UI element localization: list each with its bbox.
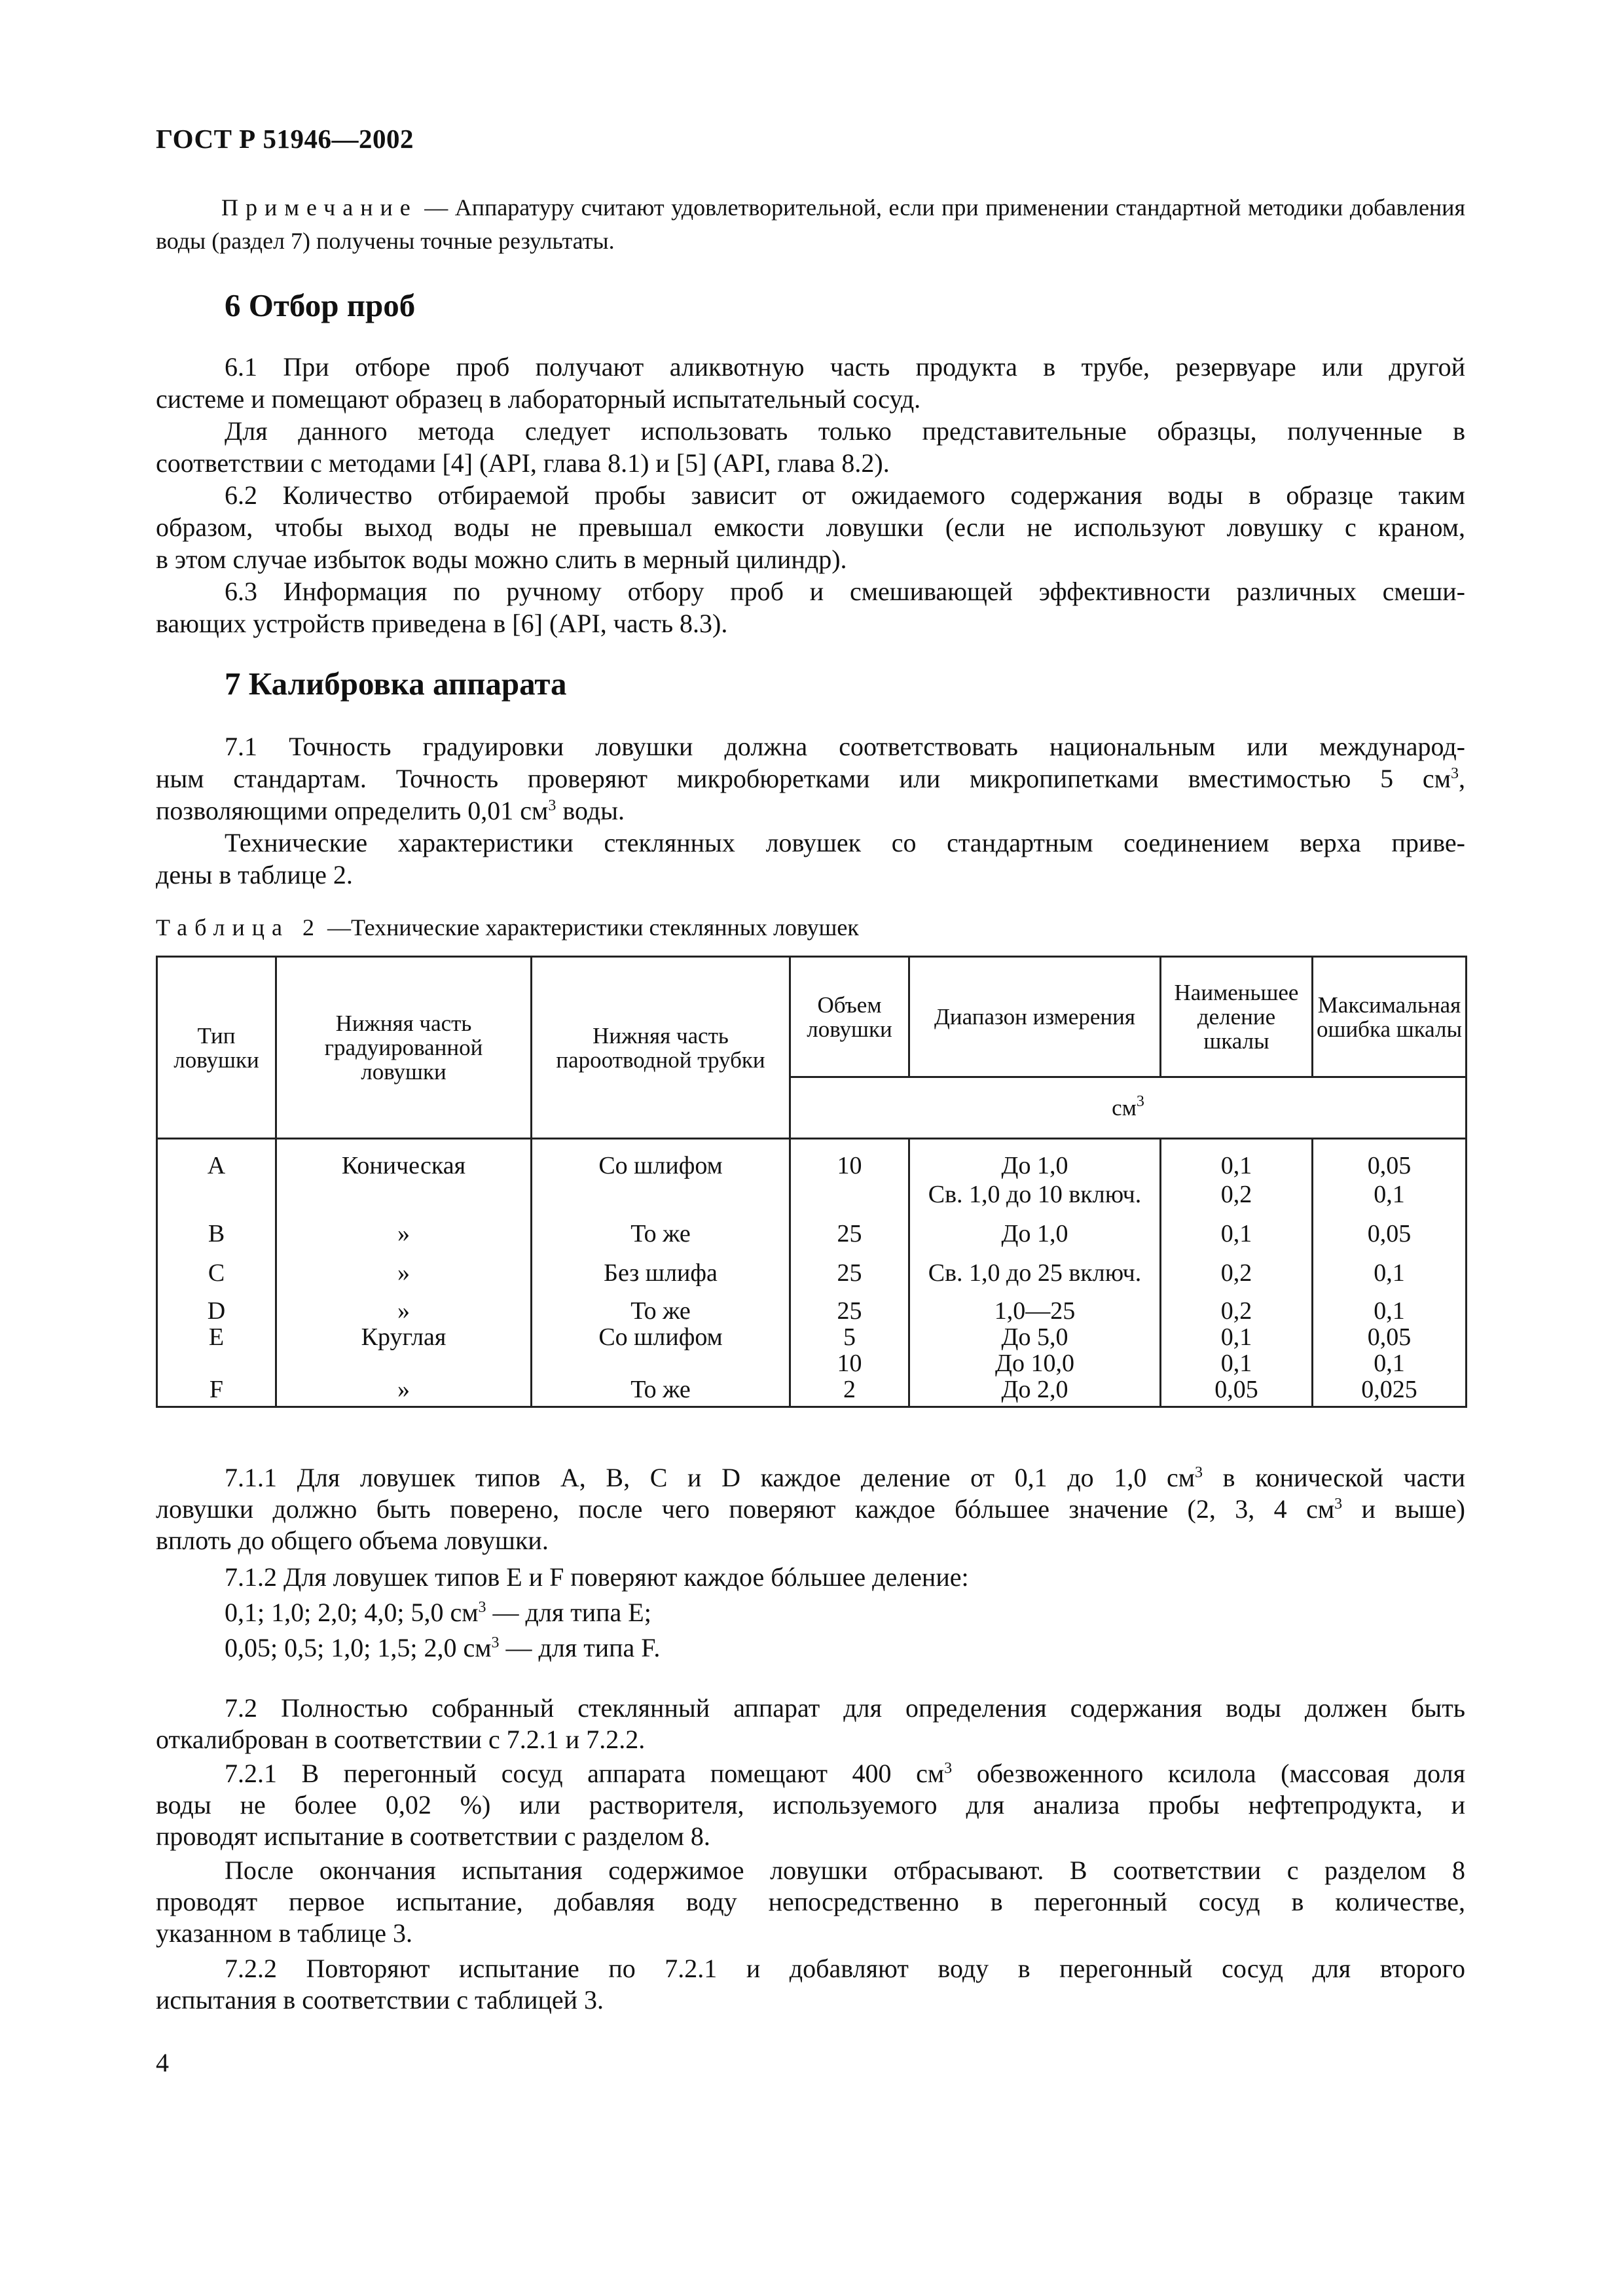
header-division: Наименьшее деление шкалы	[1161, 957, 1313, 1077]
paragraph-7-1-2: 7.1.2 Для ловушек типов Е и F поверяют каждое бóльшее деление: 0,1; 1,0; 2,0; 4,0; 5,0 $см^3$ — для типа Е; 0,05; 0,5; 1,0; 1,5; 2,0 $см^3$ — для типа F.	[225, 1562, 969, 1662]
page-number: 4	[156, 2048, 169, 2077]
note-label: Примечание	[221, 194, 418, 221]
header-lower-tube: Нижняя часть пароотводной трубки	[532, 957, 790, 1139]
table-row: B » То же 25 До 1,0 0,1 0,05	[157, 1219, 1467, 1259]
table-row: Св. 1,0 до 10 включ. 0,2 0,1	[157, 1180, 1467, 1219]
table-2-caption: Таблица 2 —Технические характеристики стеклянных ловушек	[156, 914, 859, 941]
header-trap-type: Тип ловушки	[157, 957, 276, 1139]
header-error: Максимальная ошибка шкалы	[1313, 957, 1467, 1077]
section-7-title: 7 Калибровка аппарата	[225, 666, 567, 702]
paragraph-7-2: 7.2 Полностью собранный стеклянный аппарат для определения содержания воды должен быть откалиброван в соответствии с 7.2.1 и 7.2.2.	[156, 1693, 1465, 1754]
table-2	[156, 956, 1467, 1408]
document-header: ГОСТ Р 51946—2002	[156, 124, 414, 154]
paragraph-7-2-1: 7.2.1 В перегонный сосуд аппарата помещают 400 $см^3$ обезвоженного ксилола (массовая доля воды не более 0,02 %) или растворителя, используемого для анализа пробы нефтепродукта, и проводят испытание в соответствии с разделом 8.	[156, 1759, 1466, 1851]
table-row: A Коническая Со шлифом 10 До 1,0 0,1 0,05	[157, 1139, 1467, 1181]
table-row: F » То же 2 До 2,0 0,05 0,025	[157, 1376, 1467, 1407]
section-6-title: 6 Отбор проб	[225, 287, 416, 323]
table-row: C » Без шлифа 25 Св. 1,0 до 25 включ. 0,2 0,1	[157, 1259, 1467, 1298]
table-row: 10 До 10,0 0,1 0,1	[157, 1350, 1467, 1376]
header-unit: $см^3$	[790, 1077, 1467, 1139]
note-paragraph	[156, 191, 1465, 258]
table-row: D » То же 25 1,0—25 0,2 0,1	[157, 1298, 1467, 1324]
note-text: — Аппаратуру считают удовлетворительной, если при применении стандартной методики добавления воды (раздел 7) получены точные результаты.	[156, 194, 1466, 254]
header-range: Диапазон измерения	[909, 957, 1161, 1077]
paragraph-7-2-2: 7.2.2 Повторяют испытание по 7.2.1 и добавляют воду в перегонный сосуд для второго испытания в соответствии с таблицей 3.	[156, 1954, 1465, 2015]
paragraph-7-1-1: 7.1.1 Для ловушек типов А, В, С и D каждое деление от 0,1 до 1,0 $см^3$ в конической части ловушки должно быть поверено, после чего поверяют каждое бóльшее значение (2, 3, 4 $см^3$ и выше) вплоть до общего объема ловушки.	[156, 1463, 1466, 1555]
table-row: E Круглая Со шлифом 5 До 5,0 0,1 0,05	[157, 1324, 1467, 1350]
header-volume: Объем ловушки	[790, 957, 909, 1077]
paragraph-7-1: 7.1 Точность градуировки ловушки должна соответствовать национальным или международ- ным стандартам. Точность проверяют микробюретками или микропипетками вместимостью 5 $см^3$, позволяющими определить 0,01 $см^3$ воды. Технические характеристики стеклянных ловушек со стандартным соединением верха приве- дены в таблице 2.	[156, 732, 1465, 889]
paragraph-7-2-1-continued: После окончания испытания содержимое ловушки отбрасывают. В соответствии с разделом 8 проводят первое испытание, добавляя воду непосредственно в перегонный сосуд в количестве, указанном в таблице 3.	[156, 1856, 1465, 1948]
paragraph-6-1: 6.1 При отборе проб получают аликвотную часть продукта в трубе, резервуаре или другой системе и помещают образец в лабораторный испытательный сосуд. Для данного метода следует использовать только представительные образцы, полученные в соответствии с методами [4] (API, глава 8.1) и [5] (API, глава 8.2). 6.2 Количество отбираемой пробы зависит от ожидаемого содержания воды в образце таким образом, чтобы выход воды не превышал емкости ловушки (если не используют ловушку с краном, в этом случае избыток воды можно слить в мерный цилиндр). 6.3 Информация по ручному отбору проб и смешивающей эффективности различных смеши- вающих устройств приведена в [6] (API, часть 8.3).	[156, 352, 1465, 638]
header-lower-trap: Нижняя часть градуированной ловушки	[276, 957, 532, 1139]
